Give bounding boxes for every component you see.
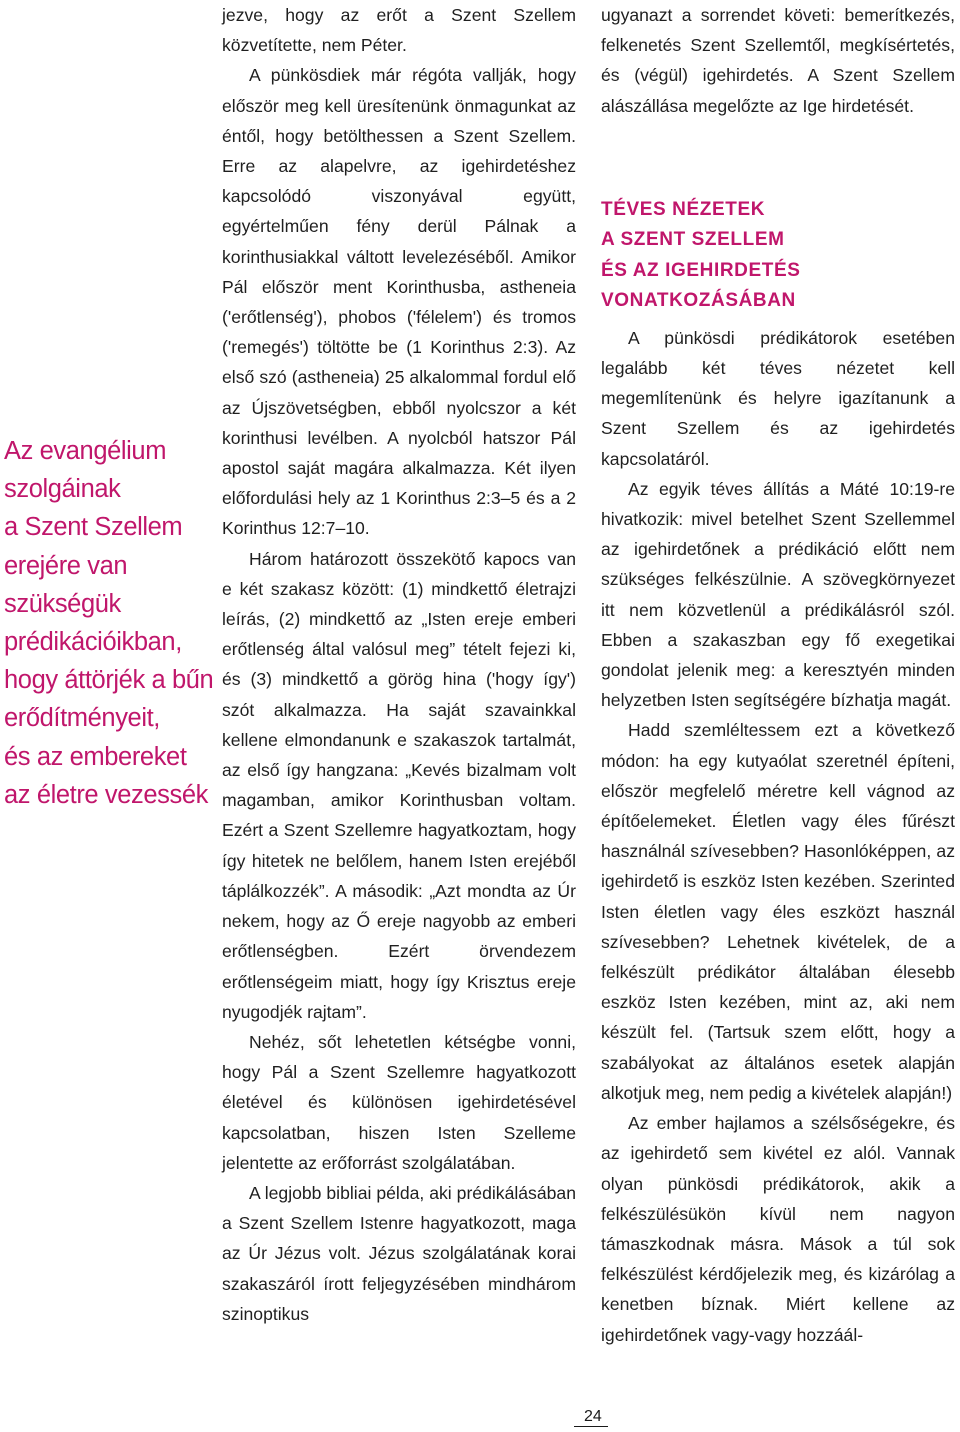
pull-quote-line: prédikációikban,: [4, 628, 182, 657]
paragraph: Három határozott összekötő kapocs van e két szakasz között: (1) mindkettő életrajzi leírás, (2) mindkettő az „Isten ereje emberi erőtlenség által valósul meg” tételt fejezi ki, és (3) mindkettő a görög hina ('hogy így') szót alkalmazza. Ha saját szavainkkal kellene elmondanunk e szakaszok tartalmát, az első így hangzana: „Kevés bizalmam volt magamban, amikor Korinthusban voltam. Ezért a Szent Szellemre hagyatkoztam, hogy így hitetek ne belőlem, hanem Isten erejéből táplálkozzék”. A második: „Azt mondta az Úr nekem, hogy az Ő ereje nagyobb az emberi erőtlenségben. Ezért örvendezem erőtlenségeim miatt, hogy így Krisztus ereje nyugodjék rajtam”.: [222, 548, 576, 1022]
paragraph: ugyanazt a sorrendet követi: bemerítkezés, felkenetés Szent Szellemtől, megkísértetés, és (végül) igehirdetés. A Szent Szellem alászállása megelőzte az Ige hirdetését.: [601, 5, 955, 116]
text-column-1: [222, 0, 576, 1329]
pull-quote-line: szükségük: [4, 589, 121, 618]
text-column-2: [601, 0, 955, 1350]
pull-quote-line: erődítményeit,: [4, 704, 160, 733]
section-heading-line: ÉS AZ IGEHIRDETÉS: [601, 259, 801, 281]
paragraph: Hadd szemléltessem ezt a következő módon: ha egy kutyaólat szeretnél építeni, először megfelelő méretre kell vágnod az építőelemeket. Életlen vagy éles fűrészt használnál szívesebben? Hasonlóképpen, az igehirdető is eszköz Isten kezében. Szerinted Isten életlen vagy éles eszközt használ szívesebben? Lehetnek kivételek, de a felkészült prédikátor általában élesebb eszköz Isten kezében, mint az, aki nem készült fel. (Tartsuk szem előtt, hogy a szabályokat az általános esetek alapján alkotjuk meg, nem pedig a kivételek alapján!): [601, 720, 955, 1103]
paragraph: Az egyik téves állítás a Máté 10:19-re hivatkozik: mivel betelhet Szent Szellemmel az igehirdetőnek a prédikáció előtt nem szükséges felkészülnie. A szövegkörnyezet itt nem közvetlenül a prédikálásról szól. Ebben a szakaszban egy fő exegetikai gondolat jelenik meg: a keresztyén minden helyzetben Isten segítségére bízhatja magát.: [601, 478, 955, 711]
pull-quote: [4, 432, 214, 814]
section-heading-line: TÉVES NÉZETEK: [601, 198, 766, 220]
paragraph: A pünkösdiek már régóta vallják, hogy először meg kell üresítenünk önmagunkat az éntől, hogy betölthessen a Szent Szellem. Erre az alapelvre, az igehirdetéshez kapcsolódó viszonyával együtt, egyértelműen fény derül Pálnak a korinthusiakkal váltott levelezéséből. Amikor Pál először ment Korinthusba, astheneia ('erőtlenség'), phobos ('félelem') és tromos ('remegés') töltötte be (1 Korinthus 2:3). Az első szó (astheneia) 25 alkalommal fordul elő az Újszövetségben, ebből nyolcszor a két korinthusi levélben. A nyolcból hatszor Pál apostol saját magára alkalmazza. Két ilyen előfordulási hely az 1 Korinthus 2:3–5 és a 2 Korinthus 12:7–10.: [222, 65, 576, 539]
paragraph: Nehéz, sőt lehetetlen kétségbe vonni, hogy Pál a Szent Szellemre hagyatkozott életével és különösen igehirdetésével kapcsolatban, hiszen Isten Szelleme jelentette az erőforrást szolgálatában.: [222, 1031, 576, 1173]
pull-quote-line: Az evangélium: [4, 437, 167, 465]
paragraph: A pünkösdi prédikátorok esetében legalább két téves nézetet kell megemlítenünk és helyre igazítanunk a Szent Szellem és az igehirdetés kapcsolatáról.: [601, 327, 955, 469]
pull-quote-line: és az embereket: [4, 742, 187, 771]
pull-quote-line: az életre vezessék: [4, 780, 208, 809]
page-number: 24: [574, 1408, 608, 1427]
paragraph: jezve, hogy az erőt a Szent Szellem közvetítette, nem Péter.: [222, 5, 576, 56]
pull-quote-line: hogy áttörjék a bűn: [4, 666, 214, 695]
section-heading-line: A SZENT SZELLEM: [601, 229, 785, 251]
section-heading: [601, 195, 955, 317]
pull-quote-line: erejére van: [4, 551, 128, 580]
section-heading-line: VONATKOZÁSÁBAN: [601, 290, 796, 312]
paragraph: A legjobb bibliai példa, aki prédikálásában a Szent Szellem Istenre hagyatkozott, maga az Úr Jézus volt. Jézus szolgálatának korai szakaszáról írott feljegyzésében mindhárom szinoptikus: [222, 1182, 576, 1324]
paragraph: Az ember hajlamos a szélsőségekre, és az igehirdető sem kivétel ez alól. Vannak olyan pünkösdi prédikátorok, akik a felkészülésükön kívül nem nagyon támaszkodnak másra. Mások a túl sok felkészülést kérdőjelezik meg, és kizárólag a kenetben bíznak. Miért kellene az igehirdetőnek vagy-vagy hozzáál-: [601, 1113, 955, 1345]
pull-quote-line: szolgáinak: [4, 475, 121, 504]
pull-quote-line: a Szent Szellem: [4, 513, 183, 542]
